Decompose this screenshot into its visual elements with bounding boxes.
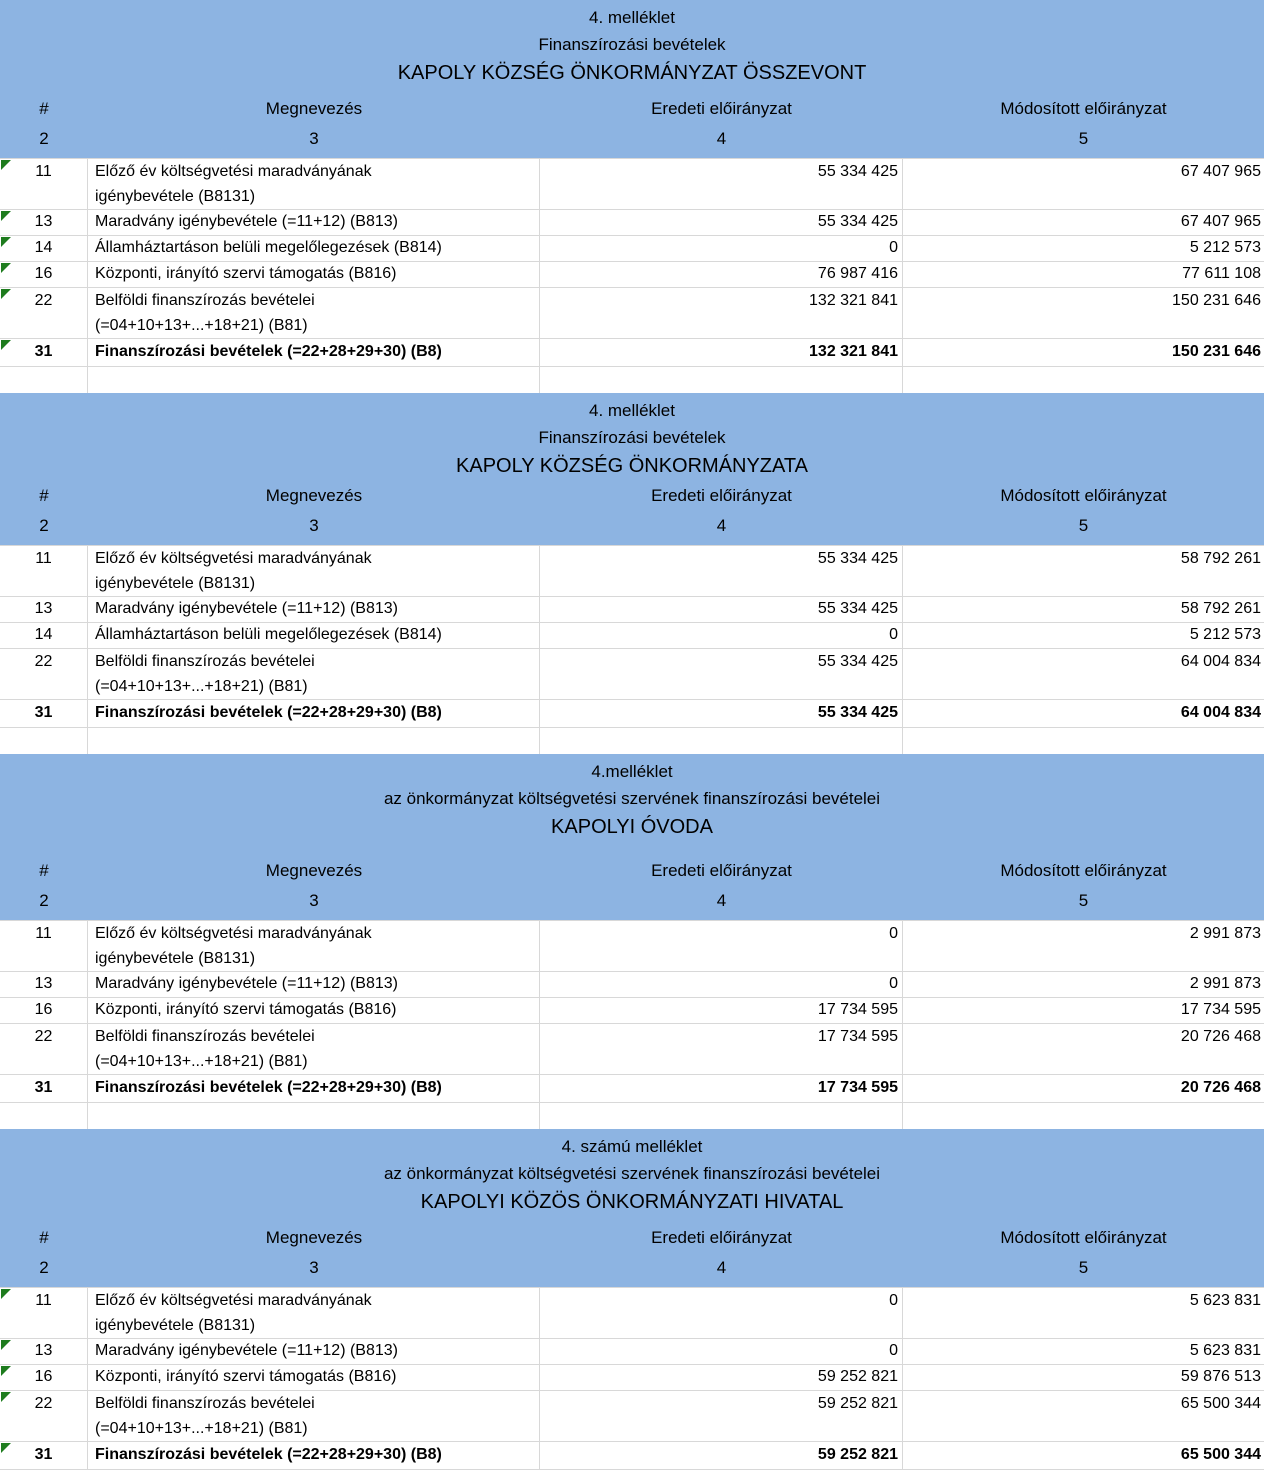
value-original: 59 252 821 [540, 1365, 903, 1390]
error-flag-icon [1, 1340, 11, 1350]
col-header-eredeti: Eredeti előirányzat [651, 1228, 792, 1247]
value-modified: 5 212 573 [1189, 626, 1261, 643]
column-header-row [0, 94, 1264, 124]
value-modified: 77 611 108 [1182, 265, 1261, 282]
col-index: 4 [716, 516, 727, 535]
row-number: 11 [35, 1292, 52, 1309]
col-index: 2 [39, 516, 49, 535]
section-osszevont [0, 0, 1264, 393]
empty-row [0, 1103, 1264, 1129]
table-row [0, 1391, 1264, 1442]
row-number-cell [0, 700, 88, 727]
row-number: 22 [34, 653, 53, 670]
row-number: 31 [34, 704, 53, 721]
appendix-label: 4.melléklet [591, 762, 673, 781]
entity-name: KAPOLY KÖZSÉG ÖNKORMÁNYZAT ÖSSZEVONT [397, 62, 867, 84]
col-index: 5 [1078, 129, 1089, 148]
value-original: 55 334 425 [540, 597, 903, 622]
table-row [0, 972, 1264, 998]
col-index: 3 [309, 1258, 319, 1277]
row-number-cell [0, 921, 88, 971]
table-row [0, 159, 1264, 210]
table-total-row [0, 700, 1264, 728]
table-body [0, 545, 1264, 754]
row-label: Finanszírozási bevételek (=22+28+29+30) (B8) [88, 1442, 540, 1469]
value-original: 0 [540, 921, 903, 971]
value-original: 0 [540, 623, 903, 648]
value-original: 55 334 425 [540, 700, 903, 727]
col-header-hash: # [39, 486, 49, 505]
error-flag-icon [1, 1289, 11, 1299]
empty-row [0, 367, 1264, 393]
table-row [0, 597, 1264, 623]
row-number: 31 [34, 343, 53, 360]
row-number: 22 [34, 1028, 53, 1045]
appendix-label: 4. számú melléklet [561, 1137, 703, 1156]
row-label: Előző év költségvetési maradványának igénybevétele (B8131) [88, 1288, 540, 1338]
row-number: 16 [34, 265, 53, 282]
row-label: Finanszírozási bevételek (=22+28+29+30) (B8) [88, 339, 540, 366]
column-header-row [0, 1223, 1264, 1253]
table-row [0, 210, 1264, 236]
section-header [0, 393, 1264, 545]
col-header-eredeti: Eredeti előirányzat [651, 99, 792, 118]
value-original: 55 334 425 [540, 649, 903, 699]
col-index: 3 [309, 516, 319, 535]
col-header-megnevezes: Megnevezés [265, 861, 363, 880]
col-header-megnevezes: Megnevezés [265, 1228, 363, 1247]
row-label: Államháztartáson belüli megelőlegezések (B814) [88, 236, 540, 261]
row-number-cell [0, 339, 88, 366]
table-row [0, 623, 1264, 649]
section-subtitle: Finanszírozási bevételek [538, 35, 726, 54]
col-header-megnevezes: Megnevezés [265, 99, 363, 118]
row-number-cell [0, 1391, 88, 1441]
col-index: 2 [39, 129, 49, 148]
row-number: 16 [34, 1001, 53, 1018]
row-label: Előző év költségvetési maradványának igénybevétele (B8131) [88, 159, 540, 209]
column-index-row [0, 886, 1264, 916]
error-flag-icon [1, 289, 11, 299]
column-index-row [0, 124, 1264, 154]
col-index: 3 [309, 891, 319, 910]
row-number-cell [0, 546, 88, 596]
row-label: Előző év költségvetési maradványának igénybevétele (B8131) [88, 546, 540, 596]
row-label: Finanszírozási bevételek (=22+28+29+30) (B8) [88, 700, 540, 727]
col-header-modositott: Módosított előirányzat [1000, 486, 1167, 505]
col-index: 4 [716, 891, 727, 910]
row-number-cell [0, 649, 88, 699]
value-original: 132 321 841 [540, 288, 903, 338]
row-label: Államháztartáson belüli megelőlegezések (B814) [88, 623, 540, 648]
value-original: 55 334 425 [540, 159, 903, 209]
error-flag-icon [1, 211, 11, 221]
row-label: Belföldi finanszírozás bevételei (=04+10+13+...+18+21) (B81) [88, 1391, 540, 1441]
row-number-cell [0, 236, 88, 261]
row-number-cell [0, 262, 88, 287]
row-number-cell [0, 1288, 88, 1338]
error-flag-icon [1, 160, 11, 170]
col-header-modositott: Módosított előirányzat [1000, 1228, 1167, 1247]
row-number-cell [0, 159, 88, 209]
table-row [0, 1339, 1264, 1365]
col-header-eredeti: Eredeti előirányzat [651, 486, 792, 505]
row-label: Finanszírozási bevételek (=22+28+29+30) (B8) [88, 1075, 540, 1102]
col-header-hash: # [39, 861, 49, 880]
value-modified: 64 004 834 [1180, 704, 1261, 721]
row-number-cell [0, 597, 88, 622]
col-index: 4 [716, 1258, 727, 1277]
value-original: 0 [540, 1288, 903, 1338]
row-number: 22 [34, 1395, 53, 1412]
section-subtitle: az önkormányzat költségvetési szervének finanszírozási bevételei [383, 1164, 881, 1183]
row-number-cell [0, 288, 88, 338]
value-modified: 58 792 261 [1180, 550, 1261, 567]
col-header-modositott: Módosított előirányzat [1000, 861, 1167, 880]
row-number-cell [0, 623, 88, 648]
table-row [0, 236, 1264, 262]
row-label: Maradvány igénybevétele (=11+12) (B813) [88, 597, 540, 622]
row-number: 13 [34, 213, 53, 230]
value-original: 0 [540, 236, 903, 261]
value-original: 0 [540, 1339, 903, 1364]
value-modified: 65 500 344 [1180, 1395, 1261, 1412]
value-original: 59 252 821 [540, 1442, 903, 1469]
row-number: 11 [35, 163, 52, 180]
row-number: 11 [35, 550, 52, 567]
value-modified: 20 726 468 [1180, 1079, 1261, 1096]
table-row [0, 288, 1264, 339]
section-ovoda [0, 754, 1264, 1129]
error-flag-icon [1, 340, 11, 350]
col-index: 5 [1078, 1258, 1089, 1277]
col-header-megnevezes: Megnevezés [265, 486, 363, 505]
value-modified: 67 407 965 [1180, 163, 1261, 180]
row-label: Központi, irányító szervi támogatás (B816) [88, 1365, 540, 1390]
table-total-row [0, 1075, 1264, 1103]
row-label: Központi, irányító szervi támogatás (B816) [88, 262, 540, 287]
col-header-hash: # [39, 1228, 49, 1247]
value-modified: 58 792 261 [1180, 600, 1261, 617]
table-row [0, 262, 1264, 288]
value-original: 17 734 595 [540, 998, 903, 1023]
section-header [0, 1129, 1264, 1287]
row-number: 22 [34, 292, 53, 309]
value-original: 17 734 595 [540, 1075, 903, 1102]
value-modified: 64 004 834 [1180, 653, 1261, 670]
row-number-cell [0, 1075, 88, 1102]
value-modified: 5 212 573 [1189, 239, 1261, 256]
row-label: Belföldi finanszírozás bevételei (=04+10+13+...+18+21) (B81) [88, 1024, 540, 1074]
value-original: 55 334 425 [540, 210, 903, 235]
section-hivatal [0, 1129, 1264, 1470]
row-number: 31 [34, 1079, 53, 1096]
appendix-label: 4. melléklet [589, 401, 675, 420]
row-number: 16 [34, 1368, 53, 1385]
row-number: 14 [34, 626, 53, 643]
col-index: 5 [1078, 516, 1089, 535]
row-number: 31 [34, 1446, 53, 1463]
value-modified: 150 231 646 [1172, 343, 1261, 360]
table-row [0, 921, 1264, 972]
row-number-cell [0, 998, 88, 1023]
row-number-cell [0, 210, 88, 235]
col-index: 4 [716, 129, 727, 148]
table-body [0, 1287, 1264, 1470]
col-header-modositott: Módosított előirányzat [1000, 99, 1167, 118]
error-flag-icon [1, 1366, 11, 1376]
table-row [0, 998, 1264, 1024]
value-modified: 2 991 873 [1189, 925, 1261, 942]
value-modified: 59 876 513 [1180, 1368, 1261, 1385]
col-index: 3 [309, 129, 319, 148]
column-header-row [0, 481, 1264, 511]
row-number: 13 [34, 975, 53, 992]
table-row [0, 1288, 1264, 1339]
value-modified: 67 407 965 [1180, 213, 1261, 230]
table-body [0, 920, 1264, 1129]
col-index: 5 [1078, 891, 1089, 910]
row-label: Előző év költségvetési maradványának igénybevétele (B8131) [88, 921, 540, 971]
error-flag-icon [1, 1392, 11, 1402]
section-subtitle: az önkormányzat költségvetési szervének finanszírozási bevételei [383, 789, 881, 808]
row-label: Központi, irányító szervi támogatás (B816) [88, 998, 540, 1023]
row-label: Maradvány igénybevétele (=11+12) (B813) [88, 972, 540, 997]
table-total-row [0, 1442, 1264, 1470]
row-label: Maradvány igénybevétele (=11+12) (B813) [88, 210, 540, 235]
column-header-row [0, 856, 1264, 886]
row-number: 13 [34, 1342, 53, 1359]
col-header-eredeti: Eredeti előirányzat [651, 861, 792, 880]
entity-name: KAPOLY KÖZSÉG ÖNKORMÁNYZATA [456, 455, 808, 477]
col-index: 2 [39, 1258, 49, 1277]
value-original: 0 [540, 972, 903, 997]
value-original: 59 252 821 [540, 1391, 903, 1441]
col-index: 2 [39, 891, 49, 910]
value-modified: 150 231 646 [1172, 292, 1261, 309]
value-modified: 5 623 831 [1189, 1292, 1261, 1309]
value-original: 55 334 425 [540, 546, 903, 596]
value-original: 132 321 841 [540, 339, 903, 366]
value-original: 17 734 595 [540, 1024, 903, 1074]
entity-name: KAPOLYI KÖZÖS ÖNKORMÁNYZATI HIVATAL [420, 1191, 844, 1213]
section-onkormanyzata [0, 393, 1264, 754]
value-modified: 20 726 468 [1180, 1028, 1261, 1045]
table-body [0, 158, 1264, 393]
table-row [0, 649, 1264, 700]
value-modified: 5 623 831 [1189, 1342, 1261, 1359]
appendix-label: 4. melléklet [589, 8, 675, 27]
value-modified: 17 734 595 [1180, 1001, 1261, 1018]
section-header [0, 754, 1264, 920]
table-total-row [0, 339, 1264, 367]
table-row [0, 546, 1264, 597]
entity-name: KAPOLYI ÓVODA [551, 816, 713, 838]
column-index-row [0, 511, 1264, 541]
section-header [0, 0, 1264, 158]
value-modified: 65 500 344 [1180, 1446, 1261, 1463]
column-index-row [0, 1253, 1264, 1283]
section-subtitle: Finanszírozási bevételek [538, 428, 726, 447]
value-modified: 2 991 873 [1189, 975, 1261, 992]
table-row [0, 1024, 1264, 1075]
value-original: 76 987 416 [540, 262, 903, 287]
row-number: 14 [34, 239, 53, 256]
row-number-cell [0, 1365, 88, 1390]
row-number-cell [0, 972, 88, 997]
row-label: Belföldi finanszírozás bevételei (=04+10+13+...+18+21) (B81) [88, 288, 540, 338]
empty-row [0, 728, 1264, 754]
row-number: 13 [34, 600, 53, 617]
row-number-cell [0, 1024, 88, 1074]
table-row [0, 1365, 1264, 1391]
row-label: Belföldi finanszírozás bevételei (=04+10+13+...+18+21) (B81) [88, 649, 540, 699]
error-flag-icon [1, 263, 11, 273]
row-number-cell [0, 1339, 88, 1364]
error-flag-icon [1, 237, 11, 247]
row-number: 11 [35, 925, 52, 942]
row-number-cell [0, 1442, 88, 1469]
col-header-hash: # [39, 99, 49, 118]
row-label: Maradvány igénybevétele (=11+12) (B813) [88, 1339, 540, 1364]
